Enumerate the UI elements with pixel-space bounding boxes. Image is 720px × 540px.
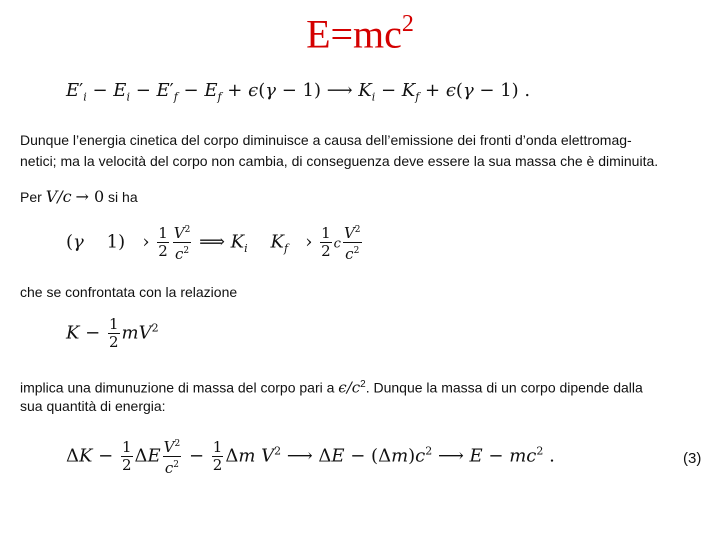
limit-statement: Per V/c → 0 si ha <box>20 187 138 206</box>
paragraph-1-line-1: Dunque l’energia cinetica del corpo diminuisce a causa dell’emissione dei fronti d’onda elettromag- <box>20 132 632 148</box>
equation-energy-balance: $E'_i - E_i - E'_f - E_f + \epsilon(\gamma - 1)$ ⟶ $K_i - K_f + \epsilon(\gamma - 1)$ . <box>66 80 531 104</box>
equation-limit: (γ 1) › $\frac{1}{2}$ $\frac{V^2}{c^2}$ ⟹ $K_i$ $K_f$ › $\frac{1}{2}$ c $\frac{V^2}{c^2}$ <box>66 224 361 263</box>
relation-intro: che se confrontata con la relazione <box>20 284 238 300</box>
paragraph-1-line-2: netici; ma la velocità del corpo non cambia, di conseguenza deve essere la sua massa che è diminuita. <box>20 153 659 169</box>
equation-number: (3) <box>683 450 702 467</box>
paragraph-3-line-2: sua quantità di energia: <box>20 398 166 414</box>
equation-kinetic-energy: K − $\frac{1}{2}$ $mV^2$ <box>66 315 159 351</box>
paragraph-3-line-1: implica una dimunuzione di massa del corpo pari a $\epsilon/c^2$. Dunque la massa di un corpo dipende dalla <box>20 378 643 397</box>
equation-mass-energy: ΔK − $\frac{1}{2}$ ΔE $\frac{V^2}{c^2}$ − $\frac{1}{2}$ Δm $V^2$ ⟶ $\Delta E - (\Delta m)c^2$ ⟶ $E - mc^2$ . <box>66 438 555 477</box>
slide-title: $E=mc^2$ <box>306 11 414 57</box>
